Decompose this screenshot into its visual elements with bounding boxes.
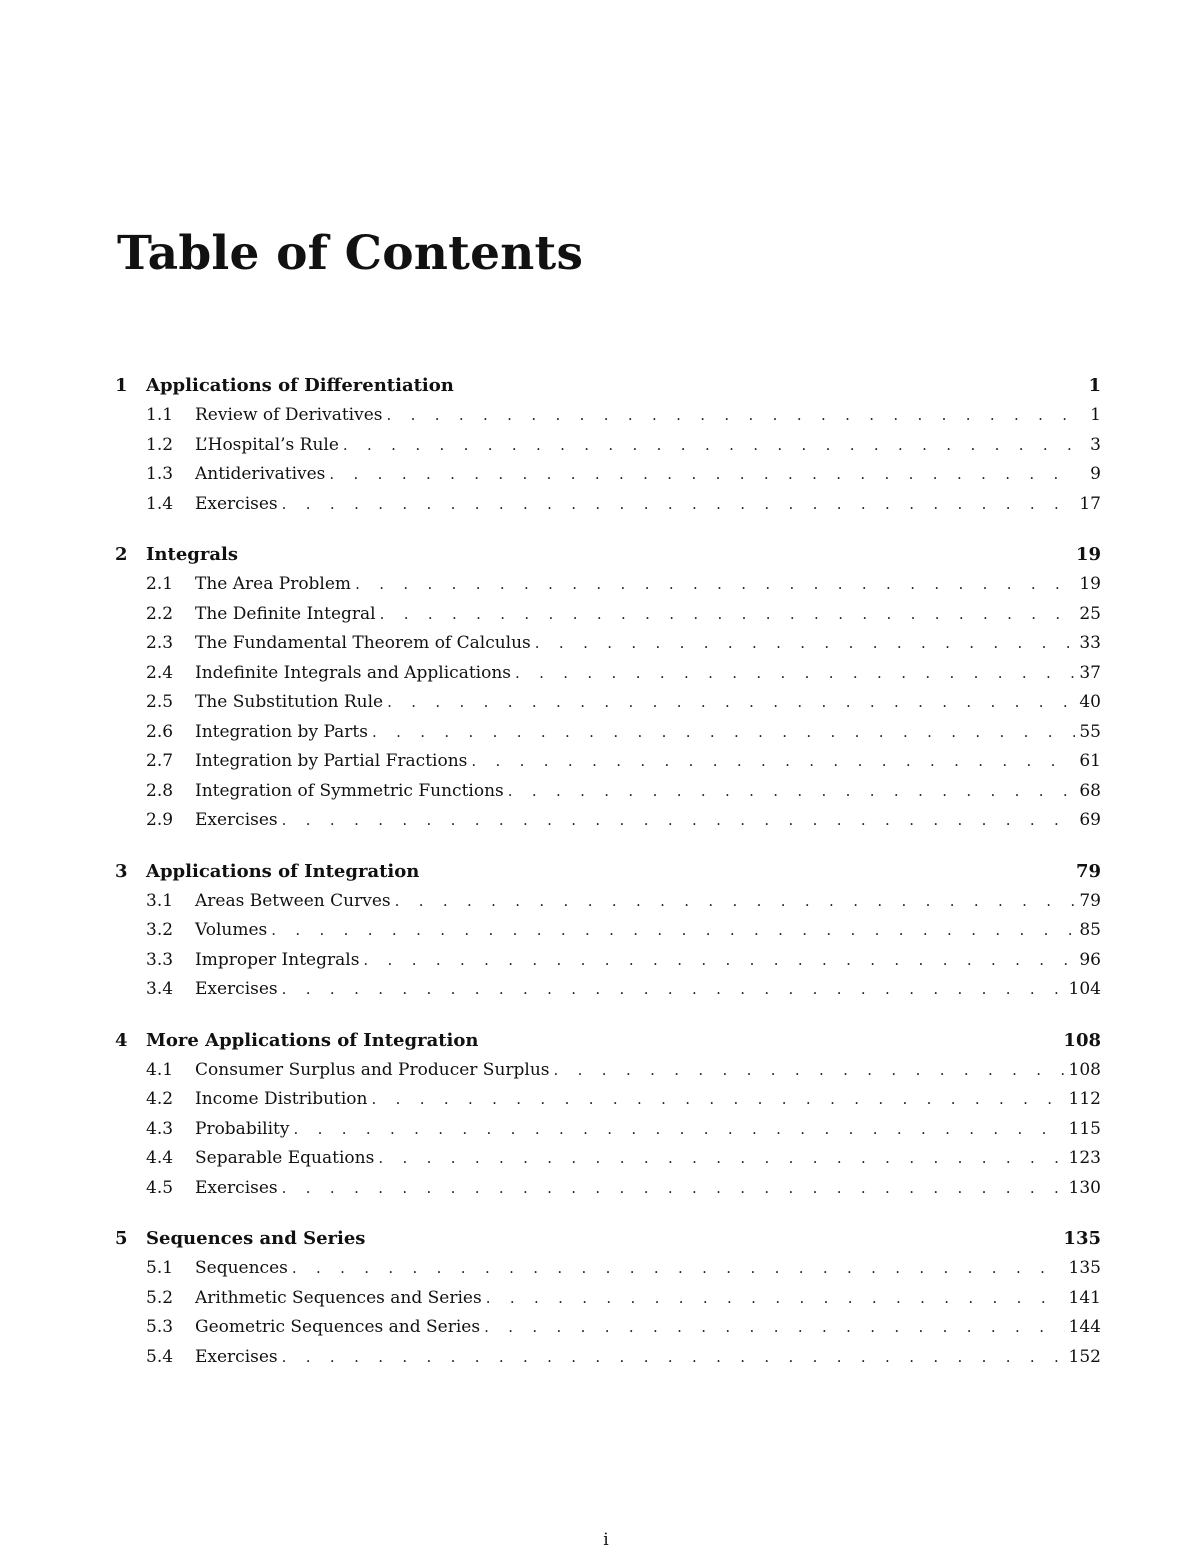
section-entry[interactable] (115, 781, 1101, 811)
section-title: Integration by Partial Fractions (195, 751, 471, 771)
dot-leader (329, 465, 1075, 483)
section-page-number: 61 (1079, 751, 1101, 771)
section-number: 4.2 (146, 1089, 174, 1109)
page-number: i (603, 1530, 609, 1550)
section-page-number: 79 (1079, 890, 1101, 911)
section-title: Exercises (195, 1347, 282, 1367)
toc-chapter (115, 544, 1101, 840)
section-number: 3.1 (146, 890, 174, 911)
section-entry[interactable] (115, 1060, 1101, 1090)
section-entry[interactable] (115, 1317, 1101, 1347)
section-entry[interactable] (115, 751, 1101, 781)
chapter-entry[interactable] (115, 1030, 1101, 1060)
dot-leader (371, 1090, 1064, 1108)
dot-leader (343, 436, 1075, 454)
section-number: 1.3 (146, 464, 174, 484)
dot-leader (372, 723, 1075, 741)
dot-leader (535, 634, 1075, 652)
section-title: Integration of Symmetric Functions (195, 781, 508, 801)
section-entry[interactable] (115, 810, 1101, 840)
chapter-title: Sequences and Series (146, 1228, 366, 1249)
section-number: 2.5 (146, 692, 174, 712)
section-number: 4.3 (146, 1118, 174, 1139)
chapter-entry[interactable] (115, 375, 1101, 405)
toc-chapter (115, 375, 1101, 523)
section-number: 2.4 (146, 662, 174, 683)
section-title: Improper Integrals (195, 950, 363, 970)
chapter-number: 5 (115, 1228, 128, 1249)
section-number: 5.1 (146, 1258, 174, 1278)
section-entry[interactable] (115, 1148, 1101, 1178)
dot-leader (282, 811, 1075, 829)
dot-leader (355, 575, 1075, 593)
section-page-number: 37 (1079, 662, 1101, 683)
dot-leader (387, 406, 1076, 424)
section-number: 2.1 (146, 574, 174, 594)
section-page-number: 17 (1079, 493, 1101, 514)
chapter-entry[interactable] (115, 544, 1101, 574)
chapter-number: 2 (115, 544, 128, 565)
section-page-number: 144 (1068, 1317, 1101, 1337)
dot-leader (484, 1318, 1064, 1336)
section-number: 3.4 (146, 979, 174, 999)
section-page-number: 40 (1079, 692, 1101, 712)
dot-leader (471, 752, 1075, 770)
section-page-number: 3 (1090, 434, 1101, 455)
section-page-number: 68 (1079, 780, 1101, 801)
section-entry[interactable] (115, 1288, 1101, 1318)
section-number: 1.2 (146, 434, 174, 455)
section-number: 1.1 (146, 405, 174, 425)
section-entry[interactable] (115, 494, 1101, 524)
section-page-number: 25 (1079, 603, 1101, 624)
section-title: Integration by Parts (195, 722, 372, 742)
section-title: Exercises (195, 494, 282, 514)
section-number: 5.3 (146, 1317, 174, 1337)
toc-chapter (115, 1030, 1101, 1208)
dot-leader (515, 664, 1075, 682)
section-page-number: 85 (1079, 920, 1101, 940)
section-title: Arithmetic Sequences and Series (195, 1288, 486, 1308)
section-number: 3.2 (146, 920, 174, 940)
section-number: 2.8 (146, 780, 174, 801)
section-page-number: 130 (1068, 1177, 1101, 1198)
chapter-page-number: 19 (1075, 544, 1101, 565)
section-number: 2.3 (146, 633, 174, 653)
section-page-number: 115 (1068, 1118, 1101, 1139)
section-title: Probability (195, 1119, 293, 1139)
dot-leader (282, 1348, 1065, 1366)
page-title: Table of Contents (117, 226, 584, 281)
section-title: The Fundamental Theorem of Calculus (195, 633, 535, 653)
dot-leader (378, 1149, 1064, 1167)
section-entry[interactable] (115, 1178, 1101, 1208)
section-entry[interactable] (115, 464, 1101, 494)
chapter-page-number: 135 (1063, 1228, 1101, 1249)
section-page-number: 69 (1079, 810, 1101, 830)
section-entry[interactable] (115, 1089, 1101, 1119)
dot-leader (486, 1289, 1065, 1307)
section-page-number: 55 (1079, 721, 1101, 742)
section-number: 4.4 (146, 1148, 174, 1168)
section-title: Indefinite Integrals and Applications (195, 663, 515, 683)
section-page-number: 112 (1068, 1089, 1101, 1109)
dot-leader (271, 921, 1075, 939)
chapter-entry[interactable] (115, 861, 1101, 891)
section-page-number: 104 (1068, 979, 1101, 999)
section-page-number: 123 (1068, 1148, 1101, 1168)
section-page-number: 9 (1090, 464, 1101, 484)
chapter-entry[interactable] (115, 1228, 1101, 1258)
section-number: 4.1 (146, 1059, 174, 1080)
section-title: Sequences (195, 1258, 292, 1278)
section-entry[interactable] (115, 633, 1101, 663)
section-page-number: 141 (1068, 1287, 1101, 1308)
dot-leader (363, 951, 1075, 969)
dot-leader (292, 1259, 1065, 1277)
section-title: Areas Between Curves (195, 891, 395, 911)
section-entry[interactable] (115, 920, 1101, 950)
section-title: The Substitution Rule (195, 692, 387, 712)
section-title: The Definite Integral (195, 604, 380, 624)
section-number: 2.7 (146, 751, 174, 771)
chapter-number: 3 (115, 860, 128, 882)
section-entry[interactable] (115, 891, 1101, 921)
section-page-number: 33 (1079, 633, 1101, 653)
dot-leader (282, 495, 1075, 513)
section-entry[interactable] (115, 722, 1101, 752)
section-title: Antiderivatives (195, 464, 329, 484)
section-page-number: 1 (1090, 405, 1101, 425)
section-title: Consumer Surplus and Producer Surplus (195, 1060, 554, 1080)
section-title: L’Hospital’s Rule (195, 435, 343, 455)
chapter-page-number: 1 (1088, 375, 1101, 396)
chapter-title: More Applications of Integration (146, 1029, 479, 1051)
section-entry[interactable] (115, 950, 1101, 980)
section-title: Review of Derivatives (195, 405, 387, 425)
section-page-number: 19 (1079, 574, 1101, 594)
chapter-title: Integrals (146, 544, 238, 565)
dot-leader (282, 980, 1065, 998)
section-entry[interactable] (115, 574, 1101, 604)
chapter-page-number: 108 (1063, 1029, 1101, 1051)
dot-leader (554, 1061, 1065, 1079)
chapter-title: Applications of Differentiation (146, 375, 454, 396)
chapter-page-number: 79 (1075, 860, 1101, 882)
table-of-contents (115, 375, 1101, 1397)
section-number: 5.2 (146, 1287, 174, 1308)
section-entry[interactable] (115, 1347, 1101, 1377)
toc-chapter (115, 1228, 1101, 1376)
section-page-number: 108 (1068, 1059, 1101, 1080)
section-title: The Area Problem (195, 574, 355, 594)
chapter-number: 1 (115, 375, 128, 396)
dot-leader (293, 1120, 1064, 1138)
section-title: Exercises (195, 979, 282, 999)
section-entry[interactable] (115, 604, 1101, 634)
chapter-title: Applications of Integration (146, 860, 420, 882)
section-entry[interactable] (115, 435, 1101, 465)
dot-leader (395, 892, 1075, 910)
dot-leader (387, 693, 1075, 711)
section-page-number: 96 (1079, 949, 1101, 970)
section-entry[interactable] (115, 405, 1101, 435)
toc-chapter (115, 861, 1101, 1009)
section-title: Income Distribution (195, 1089, 371, 1109)
section-entry[interactable] (115, 1258, 1101, 1288)
section-number: 4.5 (146, 1177, 174, 1198)
section-entry[interactable] (115, 692, 1101, 722)
section-number: 5.4 (146, 1346, 174, 1367)
section-title: Volumes (195, 920, 271, 940)
section-entry[interactable] (115, 663, 1101, 693)
section-number: 2.6 (146, 721, 174, 742)
section-title: Separable Equations (195, 1148, 378, 1168)
dot-leader (508, 782, 1075, 800)
section-title: Exercises (195, 810, 282, 830)
dot-leader (380, 605, 1075, 623)
section-page-number: 135 (1068, 1258, 1101, 1278)
section-number: 2.9 (146, 810, 174, 830)
section-number: 1.4 (146, 493, 174, 514)
section-entry[interactable] (115, 1119, 1101, 1149)
section-title: Exercises (195, 1178, 282, 1198)
chapter-number: 4 (115, 1029, 128, 1051)
dot-leader (282, 1179, 1065, 1197)
section-number: 3.3 (146, 949, 174, 970)
section-number: 2.2 (146, 603, 174, 624)
section-entry[interactable] (115, 979, 1101, 1009)
section-page-number: 152 (1068, 1346, 1101, 1367)
section-title: Geometric Sequences and Series (195, 1317, 484, 1337)
